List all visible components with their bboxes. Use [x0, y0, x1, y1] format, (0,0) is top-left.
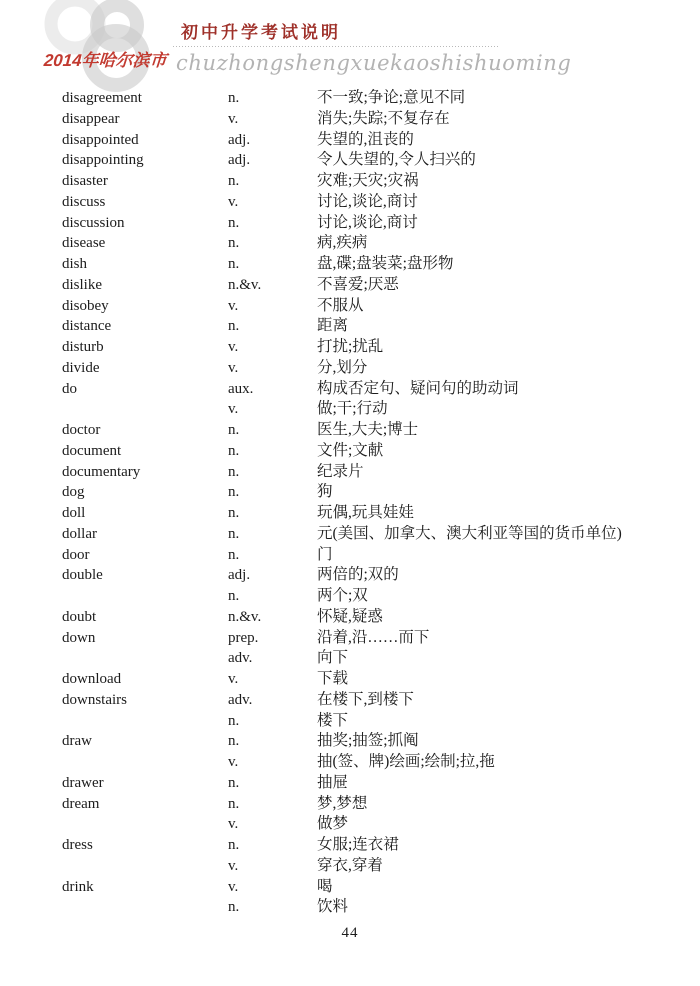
- definition-cell: 抽(签、牌)绘画;绘制;拉,拖: [317, 753, 495, 770]
- part-of-speech-cell: n.: [228, 733, 240, 750]
- table-row: [0, 420, 700, 441]
- table-row: [0, 233, 700, 254]
- definition-cell: 怀疑,疑惑: [317, 607, 383, 625]
- part-of-speech-cell: n.: [228, 525, 240, 542]
- definition-cell: 灾难;天灾;灾祸: [317, 172, 419, 189]
- definition-cell: 下载: [317, 670, 349, 687]
- table-row: [0, 835, 700, 856]
- table-row: [0, 213, 700, 234]
- part-of-speech-cell: n.: [228, 837, 240, 853]
- edition-year-city-label: 2014年哈尔滨市: [43, 51, 168, 70]
- part-of-speech-cell: n.: [228, 90, 240, 106]
- table-row: [0, 648, 700, 669]
- part-of-speech-cell: n.: [228, 484, 240, 501]
- table-row: [0, 109, 700, 130]
- word-cell: doubt: [62, 608, 97, 625]
- part-of-speech-cell: v.: [228, 816, 239, 833]
- definition-cell: 距离: [317, 317, 349, 335]
- definition-cell: 两个;双: [317, 587, 368, 604]
- word-cell: disappear: [62, 110, 120, 127]
- word-cell: disappointing: [62, 152, 144, 169]
- part-of-speech-cell: v.: [228, 359, 239, 376]
- part-of-speech-cell: n.: [228, 256, 240, 272]
- table-row: [0, 586, 700, 607]
- part-of-speech-cell: n.&v.: [228, 608, 262, 625]
- part-of-speech-cell: prep.: [228, 629, 259, 646]
- table-row: [0, 130, 700, 151]
- part-of-speech-cell: n.: [228, 173, 240, 189]
- word-cell: down: [62, 629, 96, 646]
- part-of-speech-cell: adj.: [228, 567, 251, 584]
- part-of-speech-cell: v.: [228, 339, 239, 355]
- word-cell: disease: [62, 235, 106, 252]
- table-row: [0, 316, 700, 337]
- part-of-speech-cell: v.: [228, 878, 239, 895]
- word-cell: documentary: [62, 463, 141, 480]
- word-cell: dog: [62, 484, 85, 501]
- table-row: [0, 503, 700, 524]
- table-row: [0, 814, 700, 835]
- part-of-speech-cell: n.: [228, 588, 240, 604]
- definition-cell: 梦,梦想: [317, 794, 368, 812]
- word-cell: disagreement: [62, 90, 142, 106]
- definition-cell: 构成否定句、疑问句的助动词: [317, 379, 519, 397]
- page-number: 44: [341, 925, 359, 941]
- definition-cell: 穿衣,穿着: [317, 856, 383, 874]
- word-cell: downstairs: [62, 691, 127, 708]
- part-of-speech-cell: n.: [228, 422, 240, 438]
- part-of-speech-cell: adj.: [228, 131, 251, 148]
- part-of-speech-cell: v.: [228, 401, 239, 418]
- part-of-speech-cell: v.: [228, 297, 239, 314]
- definition-cell: 令人失望的,令人扫兴的: [317, 151, 476, 169]
- word-cell: dish: [62, 256, 88, 272]
- word-cell: divide: [62, 359, 100, 376]
- table-row: [0, 399, 700, 420]
- part-of-speech-cell: aux.: [228, 380, 254, 397]
- definition-cell: 向下: [317, 649, 349, 667]
- part-of-speech-cell: v.: [228, 110, 239, 127]
- pinyin-script-text: chuzhongshengxuekaoshishuoming: [176, 51, 572, 75]
- table-row: [0, 296, 700, 317]
- part-of-speech-cell: n.: [228, 214, 240, 231]
- table-row: [0, 275, 700, 296]
- part-of-speech-cell: n.: [228, 712, 240, 729]
- word-cell: disappointed: [62, 131, 139, 148]
- part-of-speech-cell: n.: [228, 546, 240, 563]
- table-row: [0, 711, 700, 732]
- definition-cell: 饮料: [317, 898, 349, 916]
- definition-cell: 不服从: [317, 296, 364, 314]
- definition-cell: 喝: [317, 877, 333, 895]
- word-cell: dream: [62, 795, 100, 812]
- word-cell: discussion: [62, 214, 125, 231]
- definition-cell: 不一致;争论;意见不同: [317, 89, 466, 106]
- definition-cell: 分,划分: [317, 358, 368, 376]
- table-row: [0, 379, 700, 400]
- part-of-speech-cell: n.: [228, 899, 240, 916]
- part-of-speech-cell: v.: [228, 193, 239, 210]
- table-row: [0, 545, 700, 566]
- table-row: [0, 88, 700, 109]
- word-cell: drawer: [62, 774, 104, 791]
- word-cell: distance: [62, 318, 112, 335]
- part-of-speech-cell: n.: [228, 463, 240, 480]
- part-of-speech-cell: n.: [228, 505, 240, 521]
- table-row: [0, 524, 700, 545]
- definition-cell: 打扰;扰乱: [317, 338, 384, 355]
- part-of-speech-cell: v.: [228, 754, 239, 770]
- vocab-table: [0, 88, 700, 918]
- definition-cell: 病,疾病: [317, 234, 368, 252]
- word-cell: doctor: [62, 422, 101, 438]
- part-of-speech-cell: n.&v.: [228, 276, 262, 293]
- word-cell: double: [62, 567, 103, 584]
- part-of-speech-cell: n.: [228, 235, 240, 252]
- part-of-speech-cell: v.: [228, 671, 239, 687]
- definition-cell: 消失;失踪;不复存在: [317, 109, 450, 127]
- word-cell: draw: [62, 733, 92, 750]
- definition-cell: 纪录片: [317, 462, 364, 480]
- table-row: [0, 150, 700, 171]
- word-cell: doll: [62, 505, 86, 521]
- table-row: [0, 482, 700, 503]
- definition-cell: 失望的,沮丧的: [317, 130, 414, 148]
- part-of-speech-cell: n.: [228, 442, 240, 459]
- table-row: [0, 752, 700, 773]
- word-cell: dollar: [62, 525, 97, 542]
- word-cell: door: [62, 546, 90, 563]
- part-of-speech-cell: adv.: [228, 691, 253, 708]
- definition-cell: 狗: [317, 483, 333, 501]
- table-row: [0, 358, 700, 379]
- table-row: [0, 565, 700, 586]
- word-cell: document: [62, 442, 122, 459]
- table-row: [0, 690, 700, 711]
- table-row: [0, 856, 700, 877]
- table-row: [0, 897, 700, 918]
- definition-cell: 两倍的;双的: [317, 566, 399, 584]
- part-of-speech-cell: n.: [228, 774, 240, 791]
- word-cell: disaster: [62, 173, 108, 189]
- word-cell: disobey: [62, 297, 109, 314]
- dotted-divider: [172, 45, 500, 48]
- definition-cell: 门: [317, 545, 333, 563]
- table-row: [0, 171, 700, 192]
- definition-cell: 做;干;行动: [317, 400, 388, 418]
- part-of-speech-cell: adv.: [228, 650, 253, 667]
- part-of-speech-cell: v.: [228, 857, 239, 874]
- word-cell: disturb: [62, 339, 104, 355]
- table-row: [0, 773, 700, 794]
- table-row: [0, 254, 700, 275]
- definition-cell: 元(美国、加拿大、澳大利亚等国的货币单位): [317, 524, 622, 542]
- table-row: [0, 731, 700, 752]
- definition-cell: 玩偶,玩具娃娃: [317, 504, 414, 521]
- part-of-speech-cell: n.: [228, 795, 240, 812]
- word-cell: download: [62, 671, 122, 687]
- part-of-speech-cell: n.: [228, 318, 240, 335]
- definition-cell: 做梦: [317, 815, 349, 833]
- definition-cell: 抽奖;抽签;抓阄: [317, 732, 419, 750]
- definition-cell: 女服;连衣裙: [317, 836, 399, 853]
- definition-cell: 盘,碟;盘装菜;盘形物: [317, 255, 454, 272]
- definition-cell: 医生,大夫;博士: [317, 421, 419, 438]
- table-row: [0, 337, 700, 358]
- definition-cell: 讨论,谈论,商讨: [317, 213, 418, 231]
- word-cell: do: [62, 380, 77, 397]
- word-cell: dislike: [62, 276, 102, 293]
- word-cell: drink: [62, 878, 94, 895]
- word-cell: discuss: [62, 193, 106, 210]
- table-row: [0, 669, 700, 690]
- table-row: [0, 441, 700, 462]
- definition-cell: 沿着,沿……而下: [317, 628, 430, 646]
- word-cell: dress: [62, 837, 93, 853]
- definition-cell: 楼下: [317, 711, 349, 729]
- page-header-title: 初中升学考试说明: [181, 23, 341, 42]
- table-row: [0, 877, 700, 898]
- table-row: [0, 462, 700, 483]
- definition-cell: 讨论,谈论,商讨: [317, 192, 418, 210]
- definition-cell: 抽屉: [317, 773, 349, 791]
- table-row: [0, 607, 700, 628]
- table-row: [0, 628, 700, 649]
- table-row: [0, 192, 700, 213]
- definition-cell: 文件;文献: [317, 441, 384, 459]
- definition-cell: 在楼下,到楼下: [317, 690, 414, 708]
- table-row: [0, 794, 700, 815]
- definition-cell: 不喜爱;厌恶: [317, 275, 399, 293]
- part-of-speech-cell: adj.: [228, 152, 251, 169]
